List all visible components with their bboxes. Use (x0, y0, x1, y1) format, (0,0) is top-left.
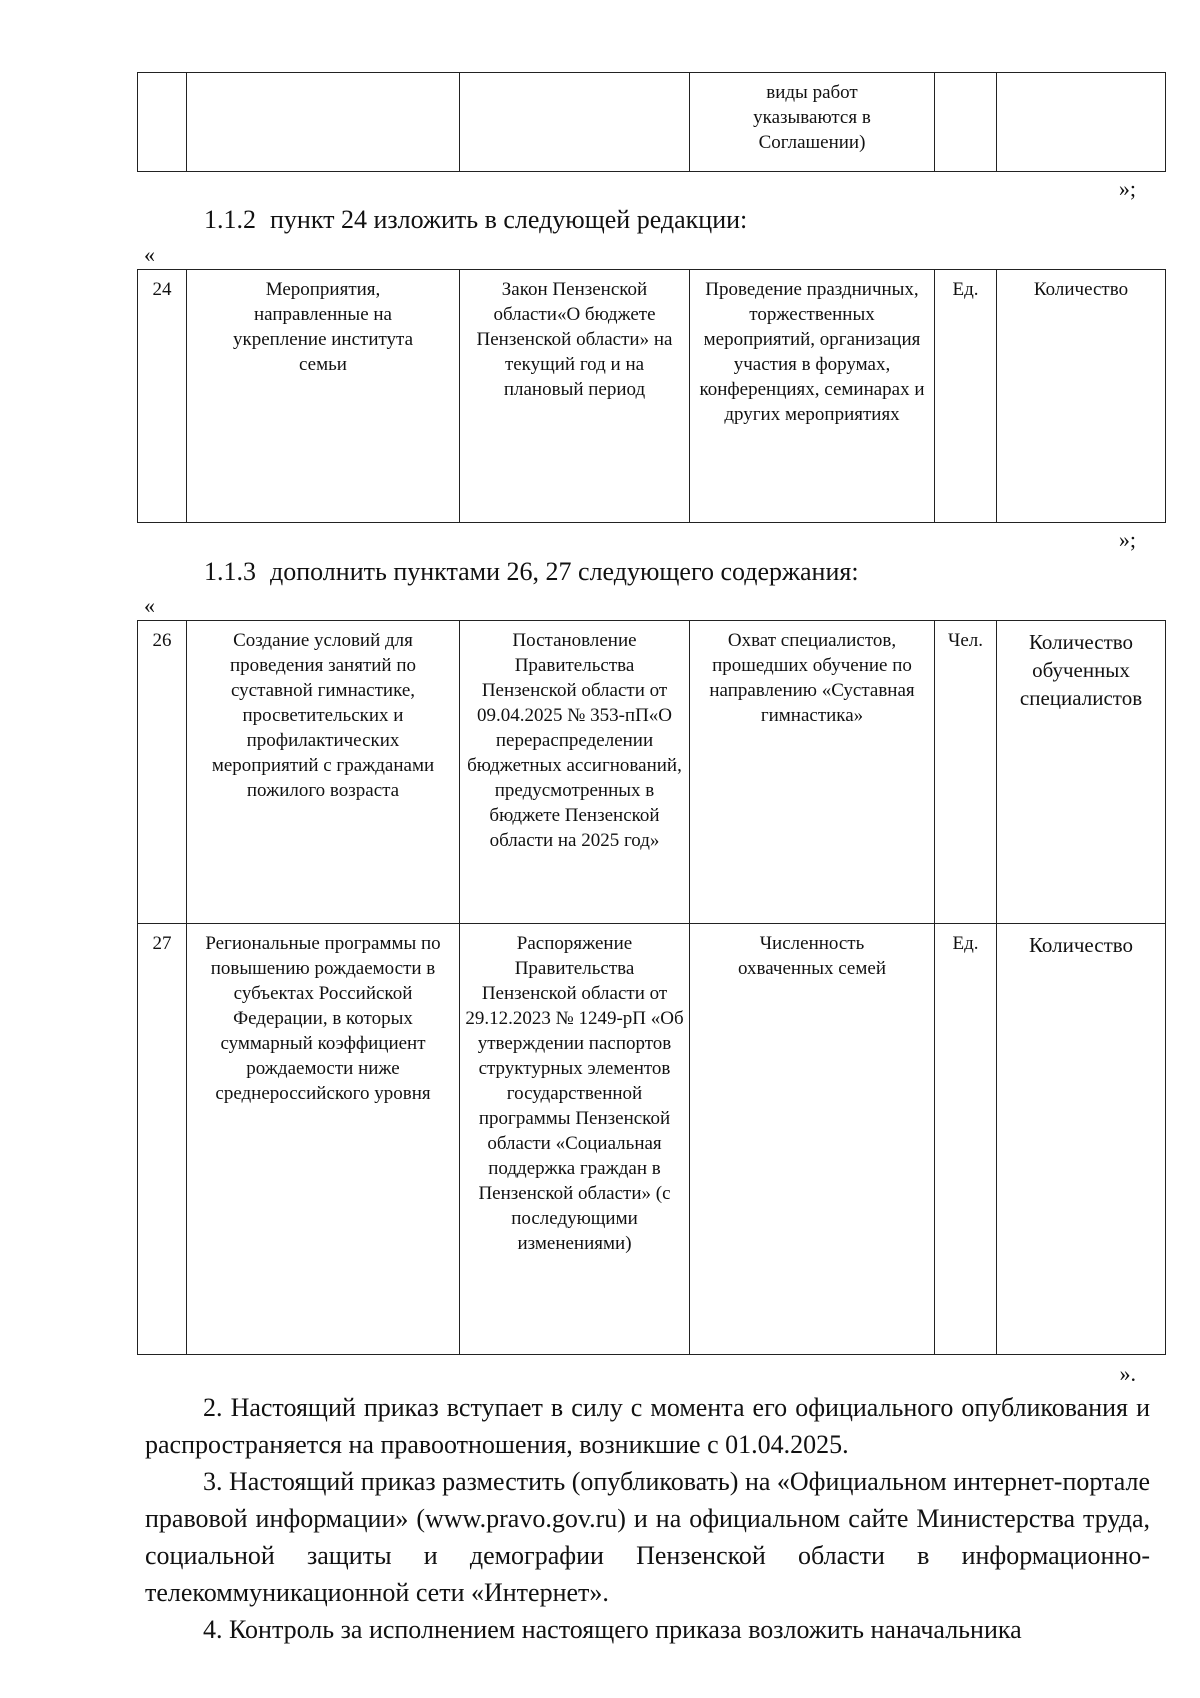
cell-indicator: Численность охваченных семей (690, 924, 935, 1355)
cell-name: Региональные программы по повышению рождаемости в субъектах Российской Федерации, в которых суммарный коэффициент рождаемости ниже среднероссийского уровня (187, 924, 460, 1355)
cell-measure: Количество (997, 270, 1166, 523)
cell-name: Мероприятия, направленные на укрепление института семьи (187, 270, 460, 523)
section-heading-1-1-2 (204, 205, 747, 235)
opening-quote: « (144, 593, 155, 618)
section-number: 1.1.3 (204, 557, 256, 586)
cell-indicator: виды работ указываются в Соглашении) (690, 73, 935, 172)
opening-quote: « (144, 242, 155, 267)
cell-num: 24 (138, 270, 187, 523)
closing-quote: »; (1118, 527, 1136, 552)
section-heading-1-1-3 (204, 557, 859, 587)
cell-num: 27 (138, 924, 187, 1355)
cell-num: 26 (138, 621, 187, 924)
paragraph-3: 3. Настоящий приказ разместить (опубликовать) на «Официальном интернет-портале правовой информации» (www.pravo.gov.ru) и на официальном сайте Министерства труда, социальной защиты и демографии Пензенской области в информационно-телекоммуникационной сети «Интернет». (145, 1467, 1150, 1607)
closing-quote: ». (1119, 1361, 1136, 1386)
cell-num (138, 73, 187, 172)
cell-unit: Ед. (935, 270, 997, 523)
cell-name (187, 73, 460, 172)
section-text: дополнить пунктами 26, 27 следующего содержания: (270, 557, 859, 586)
table-continuation (137, 72, 1166, 172)
cell-basis: Распоряжение Правительства Пензенской области от 29.12.2023 № 1249-рП «Об утверждении паспортов структурных элементов государственной программы Пензенской области «Социальная поддержка граждан в Пензенской области» (с последующими изменениями) (460, 924, 690, 1355)
cell-measure (997, 73, 1166, 172)
table-row (138, 270, 1166, 523)
cell-unit (935, 73, 997, 172)
cell-basis: Постановление Правительства Пензенской области от 09.04.2025 № 353-пП«О перераспределении бюджетных ассигнований, предусмотренных в бюджете Пензенской области на 2025 год» (460, 621, 690, 924)
cell-indicator: Охват специалистов, прошедших обучение по направлению «Суставная гимнастика» (690, 621, 935, 924)
cell-measure: Количество (997, 924, 1166, 1355)
section-text: пункт 24 изложить в следующей редакции: (270, 205, 748, 234)
paragraph-4: 4. Контроль за исполнением настоящего приказа возложить наначальника (203, 1615, 1022, 1644)
cell-unit: Ед. (935, 924, 997, 1355)
table-item-24 (137, 269, 1166, 523)
cell-measure: Количество обученных специалистов (997, 621, 1166, 924)
table-row (138, 924, 1166, 1355)
table-row (138, 73, 1166, 172)
closing-quote: »; (1118, 176, 1136, 201)
cell-basis: Закон Пензенской области«О бюджете Пензенской области» на текущий год и на плановый период (460, 270, 690, 523)
section-number: 1.1.2 (204, 205, 256, 234)
cell-name: Создание условий для проведения занятий по суставной гимнастике, просветительских и профилактических мероприятий с гражданами пожилого возраста (187, 621, 460, 924)
paragraph-2: 2. Настоящий приказ вступает в силу с момента его официального опубликования и распространяется на правоотношения, возникшие с 01.04.2025. (145, 1393, 1150, 1459)
table-row (138, 621, 1166, 924)
cell-unit: Чел. (935, 621, 997, 924)
cell-indicator: Проведение праздничных, торжественных мероприятий, организация участия в форумах, конференциях, семинарах и других мероприятиях (690, 270, 935, 523)
cell-basis (460, 73, 690, 172)
table-items-26-27 (137, 620, 1166, 1355)
